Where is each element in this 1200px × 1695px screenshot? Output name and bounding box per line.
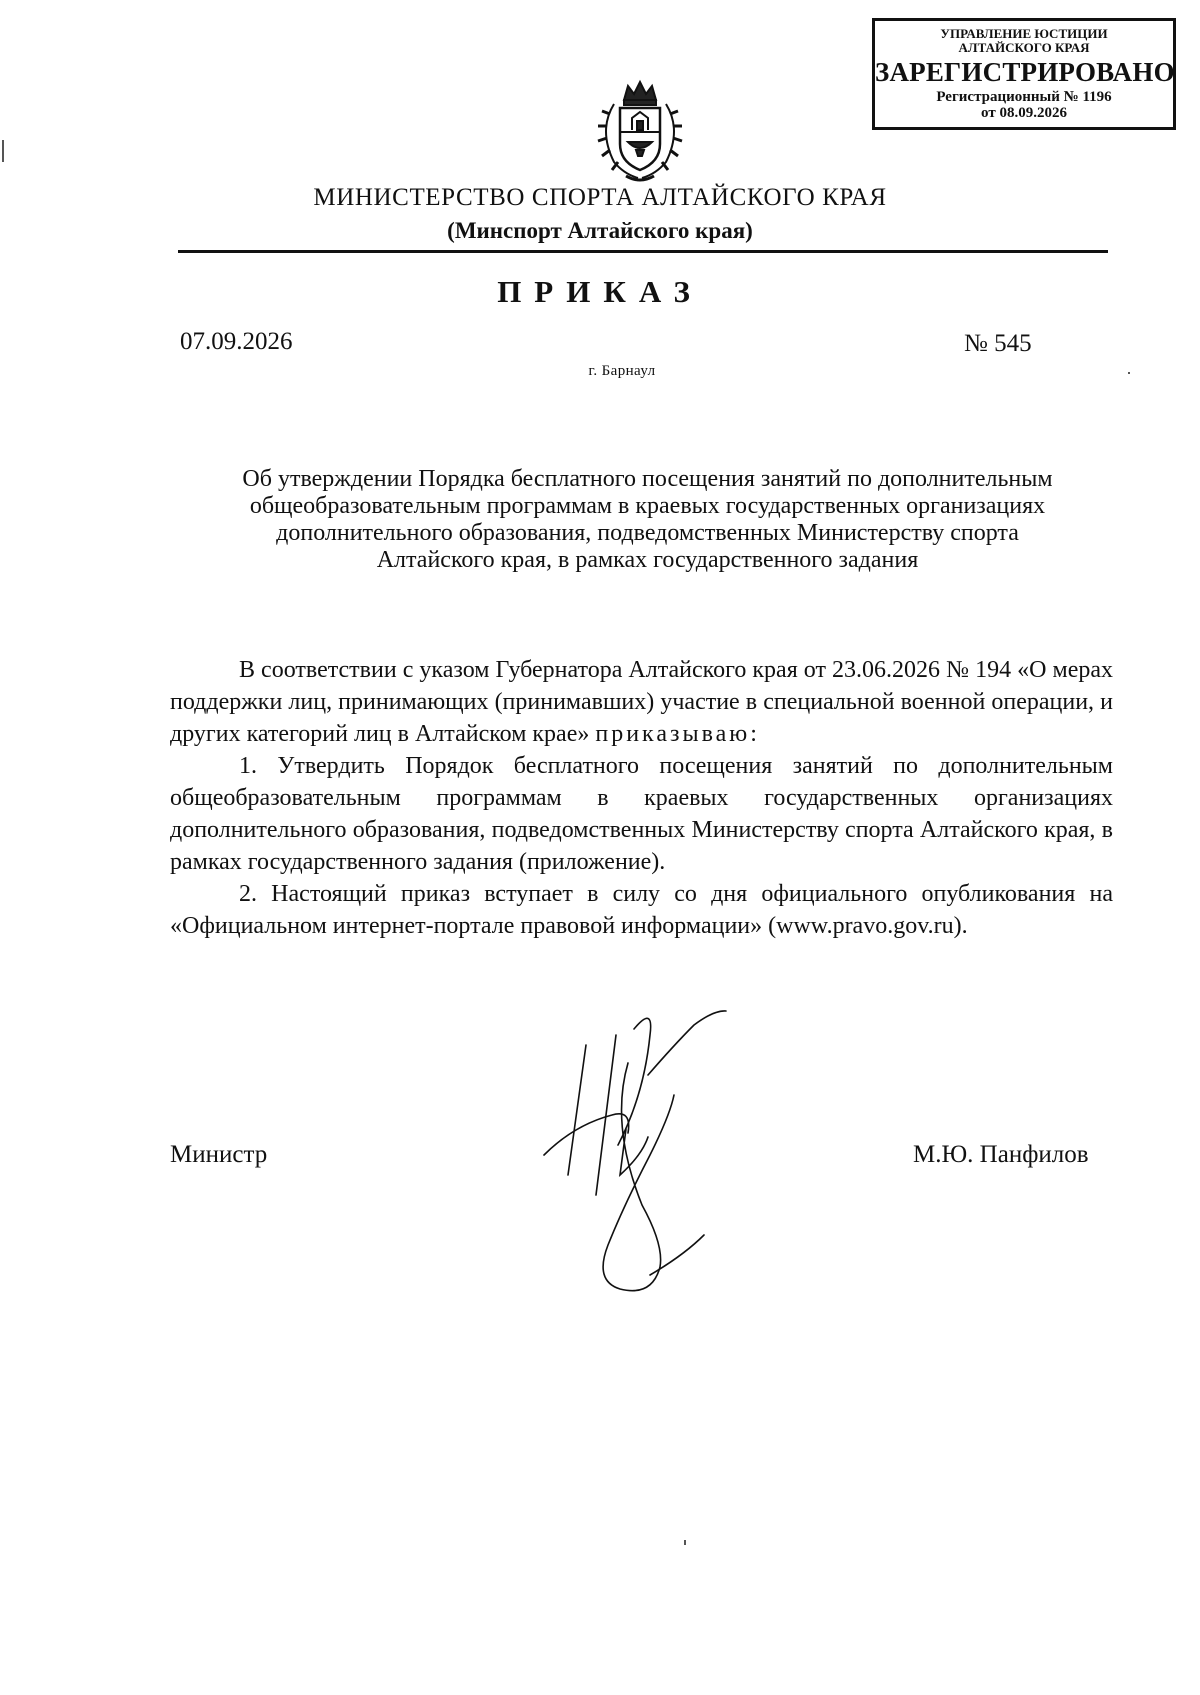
order-city: г. Барнаул	[588, 363, 656, 379]
scan-speck	[2, 140, 4, 162]
ministry-name: МИНИСТЕРСТВО СПОРТА АЛТАЙСКОГО КРАЯ	[313, 184, 887, 211]
signatory-title: Министр	[170, 1141, 268, 1168]
signatory-name: М.Ю. Панфилов	[913, 1141, 1089, 1168]
stamp-status: ЗАРЕГИСТРИРОВАНО	[875, 57, 1175, 88]
scan-speck	[1128, 372, 1130, 374]
header-divider	[178, 250, 1108, 253]
order-item-1: 1. Утвердить Порядок бесплатного посещения занятий по дополнительным общеобразовательным программам в краевых государственных организациях дополнительного образования, подведомственных Министерству спорта Алтайского края, в рамках государственного задания (приложение).	[170, 753, 1113, 875]
document-type: ПРИКАЗ	[497, 274, 703, 309]
order-word: приказываю:	[595, 721, 760, 747]
handwritten-signature-icon	[524, 1005, 784, 1305]
coat-of-arms-icon	[580, 74, 700, 188]
stamp-reg-number: Регистрационный № 1196	[936, 88, 1112, 105]
stamp-reg-date: от 08.09.2026	[981, 105, 1067, 122]
stamp-department-line2: АЛТАЙСКОГО КРАЯ	[958, 39, 1090, 55]
scan-speck	[684, 1540, 686, 1545]
order-item-2: 2. Настоящий приказ вступает в силу со дня официального опубликования на «Официальном интернет-портале правовой информации» (www.pravo.gov.ru).	[170, 881, 1113, 939]
order-date: 07.09.2026	[180, 328, 293, 355]
registration-stamp	[872, 18, 1176, 130]
preamble-paragraph	[170, 654, 1113, 750]
ministry-short-name: (Минспорт Алтайского края)	[447, 218, 753, 243]
order-number: № 545	[964, 330, 1032, 357]
order-body	[170, 654, 1113, 942]
stamp-department	[875, 27, 1173, 54]
order-subject: Об утверждении Порядка бесплатного посещения занятий по дополнительным общеобразовательным программам в краевых государственных организациях дополнительного образования, подведомственных Министерству спорта Алтайского края, в рамках государственного задания	[242, 466, 1053, 573]
preamble-text: В соответствии с указом Губернатора Алтайского края от 23.06.2026 № 194 «О мерах поддержки лиц, принимающих (принимавших) участие в специальной военной операции, и других категорий лиц в Алтайском крае»	[170, 657, 1113, 747]
stamp-department-line1: УПРАВЛЕНИЕ ЮСТИЦИИ	[940, 26, 1108, 41]
